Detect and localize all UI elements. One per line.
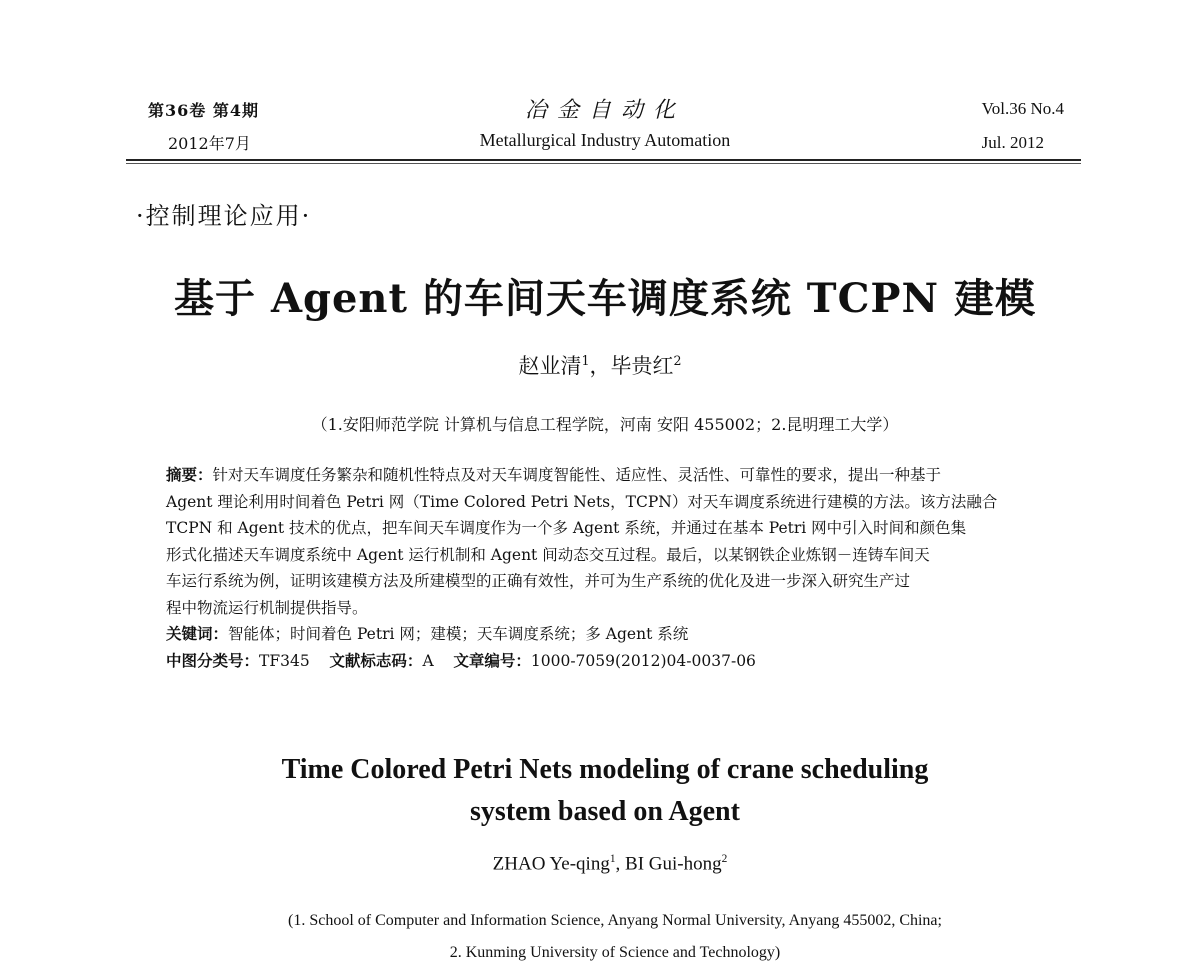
- abstract-line: Agent 理论利用时间着色 Petri 网（Time Colored Petri Nets，TCPN）对天车调度系统进行建模的方法。该方法融合: [166, 492, 998, 511]
- author-separator: ,: [615, 853, 626, 875]
- authors-cn: [0, 350, 1200, 380]
- author-name: BI Gui-hong: [625, 853, 722, 875]
- abstract-block: [166, 462, 1046, 674]
- title-en-line: system based on Agent: [470, 796, 740, 827]
- journal-name-cn: 冶金自动化: [524, 98, 685, 123]
- doc-code-value: A: [422, 651, 434, 670]
- classification-line: [166, 648, 1046, 675]
- affiliation-marker: 1: [581, 353, 590, 368]
- keywords-label: 关键词：: [166, 624, 229, 643]
- author-name: ZHAO Ye-qing: [492, 853, 610, 875]
- header-rule: [126, 159, 1081, 161]
- article-number-value: 1000-7059(2012)04-0037-06: [530, 651, 756, 670]
- authors-en: [0, 853, 1200, 875]
- abstract-line: 程中物流运行机制提供指导。: [166, 598, 368, 617]
- date-en: Jul. 2012: [981, 133, 1044, 152]
- affiliation-en-line: 2. Kunming University of Science and Technology): [449, 944, 781, 961]
- article-number-label: 文章编号：: [453, 650, 531, 670]
- paper-title-cn: 基于 Agent 的车间天车调度系统 TCPN 建模: [174, 275, 1036, 322]
- journal-name-en: Metallurgical Industry Automation: [479, 130, 731, 150]
- keywords: [166, 621, 1046, 648]
- header-rule-thin: [126, 163, 1081, 164]
- section-heading: ·控制理论应用·: [136, 202, 312, 230]
- clc-label: 中图分类号：: [166, 650, 260, 670]
- affiliation-marker: 1: [609, 853, 616, 865]
- date-cn: 2012年7月: [168, 134, 251, 153]
- doc-code-label: 文献标志码：: [329, 650, 423, 670]
- abstract-label: 摘要：: [166, 465, 213, 484]
- affiliation-cn: （1.安阳师范学院 计算机与信息工程学院，河南 安阳 455002；2.昆明理工大学）: [311, 415, 899, 434]
- abstract-line: 车运行系统为例，证明该建模方法及所建模型的正确有效性，并可为生产系统的优化及进一步深入研究生产过: [166, 572, 911, 590]
- author-separator: ，: [589, 354, 611, 378]
- paper-title-en: [0, 749, 1200, 833]
- affiliation-marker: 2: [673, 353, 682, 368]
- author-name: 赵业清: [518, 354, 582, 378]
- keywords-text: 智能体；时间着色 Petri 网；建模；天车调度系统；多 Agent 系统: [228, 625, 689, 643]
- abstract-text: 针对天车调度任务繁杂和随机性特点及对天车调度智能性、适应性、灵活性、可靠性的要求，提出一种基于: [212, 466, 942, 484]
- title-en-line: Time Colored Petri Nets modeling of crane scheduling: [281, 754, 929, 785]
- clc-value: TF345: [259, 651, 310, 670]
- volume-issue-cn: 第36卷 第4期: [148, 101, 259, 120]
- affiliation-en-line: (1. School of Computer and Information Science, Anyang Normal University, Anyang 455002, China;: [288, 912, 942, 929]
- abstract-line: [166, 462, 1046, 489]
- affiliation-en: [0, 905, 1200, 969]
- abstract-line: 形式化描述天车调度系统中 Agent 运行机制和 Agent 间动态交互过程。最后，以某钢铁企业炼钢－连铸车间天: [166, 545, 930, 564]
- author-name: 毕贵红: [610, 354, 674, 378]
- volume-issue-en: Vol.36 No.4: [981, 99, 1064, 118]
- abstract-line: TCPN 和 Agent 技术的优点，把车间天车调度作为一个多 Agent 系统，并通过在基本 Petri 网中引入时间和颜色集: [166, 519, 967, 537]
- affiliation-marker: 2: [721, 853, 728, 865]
